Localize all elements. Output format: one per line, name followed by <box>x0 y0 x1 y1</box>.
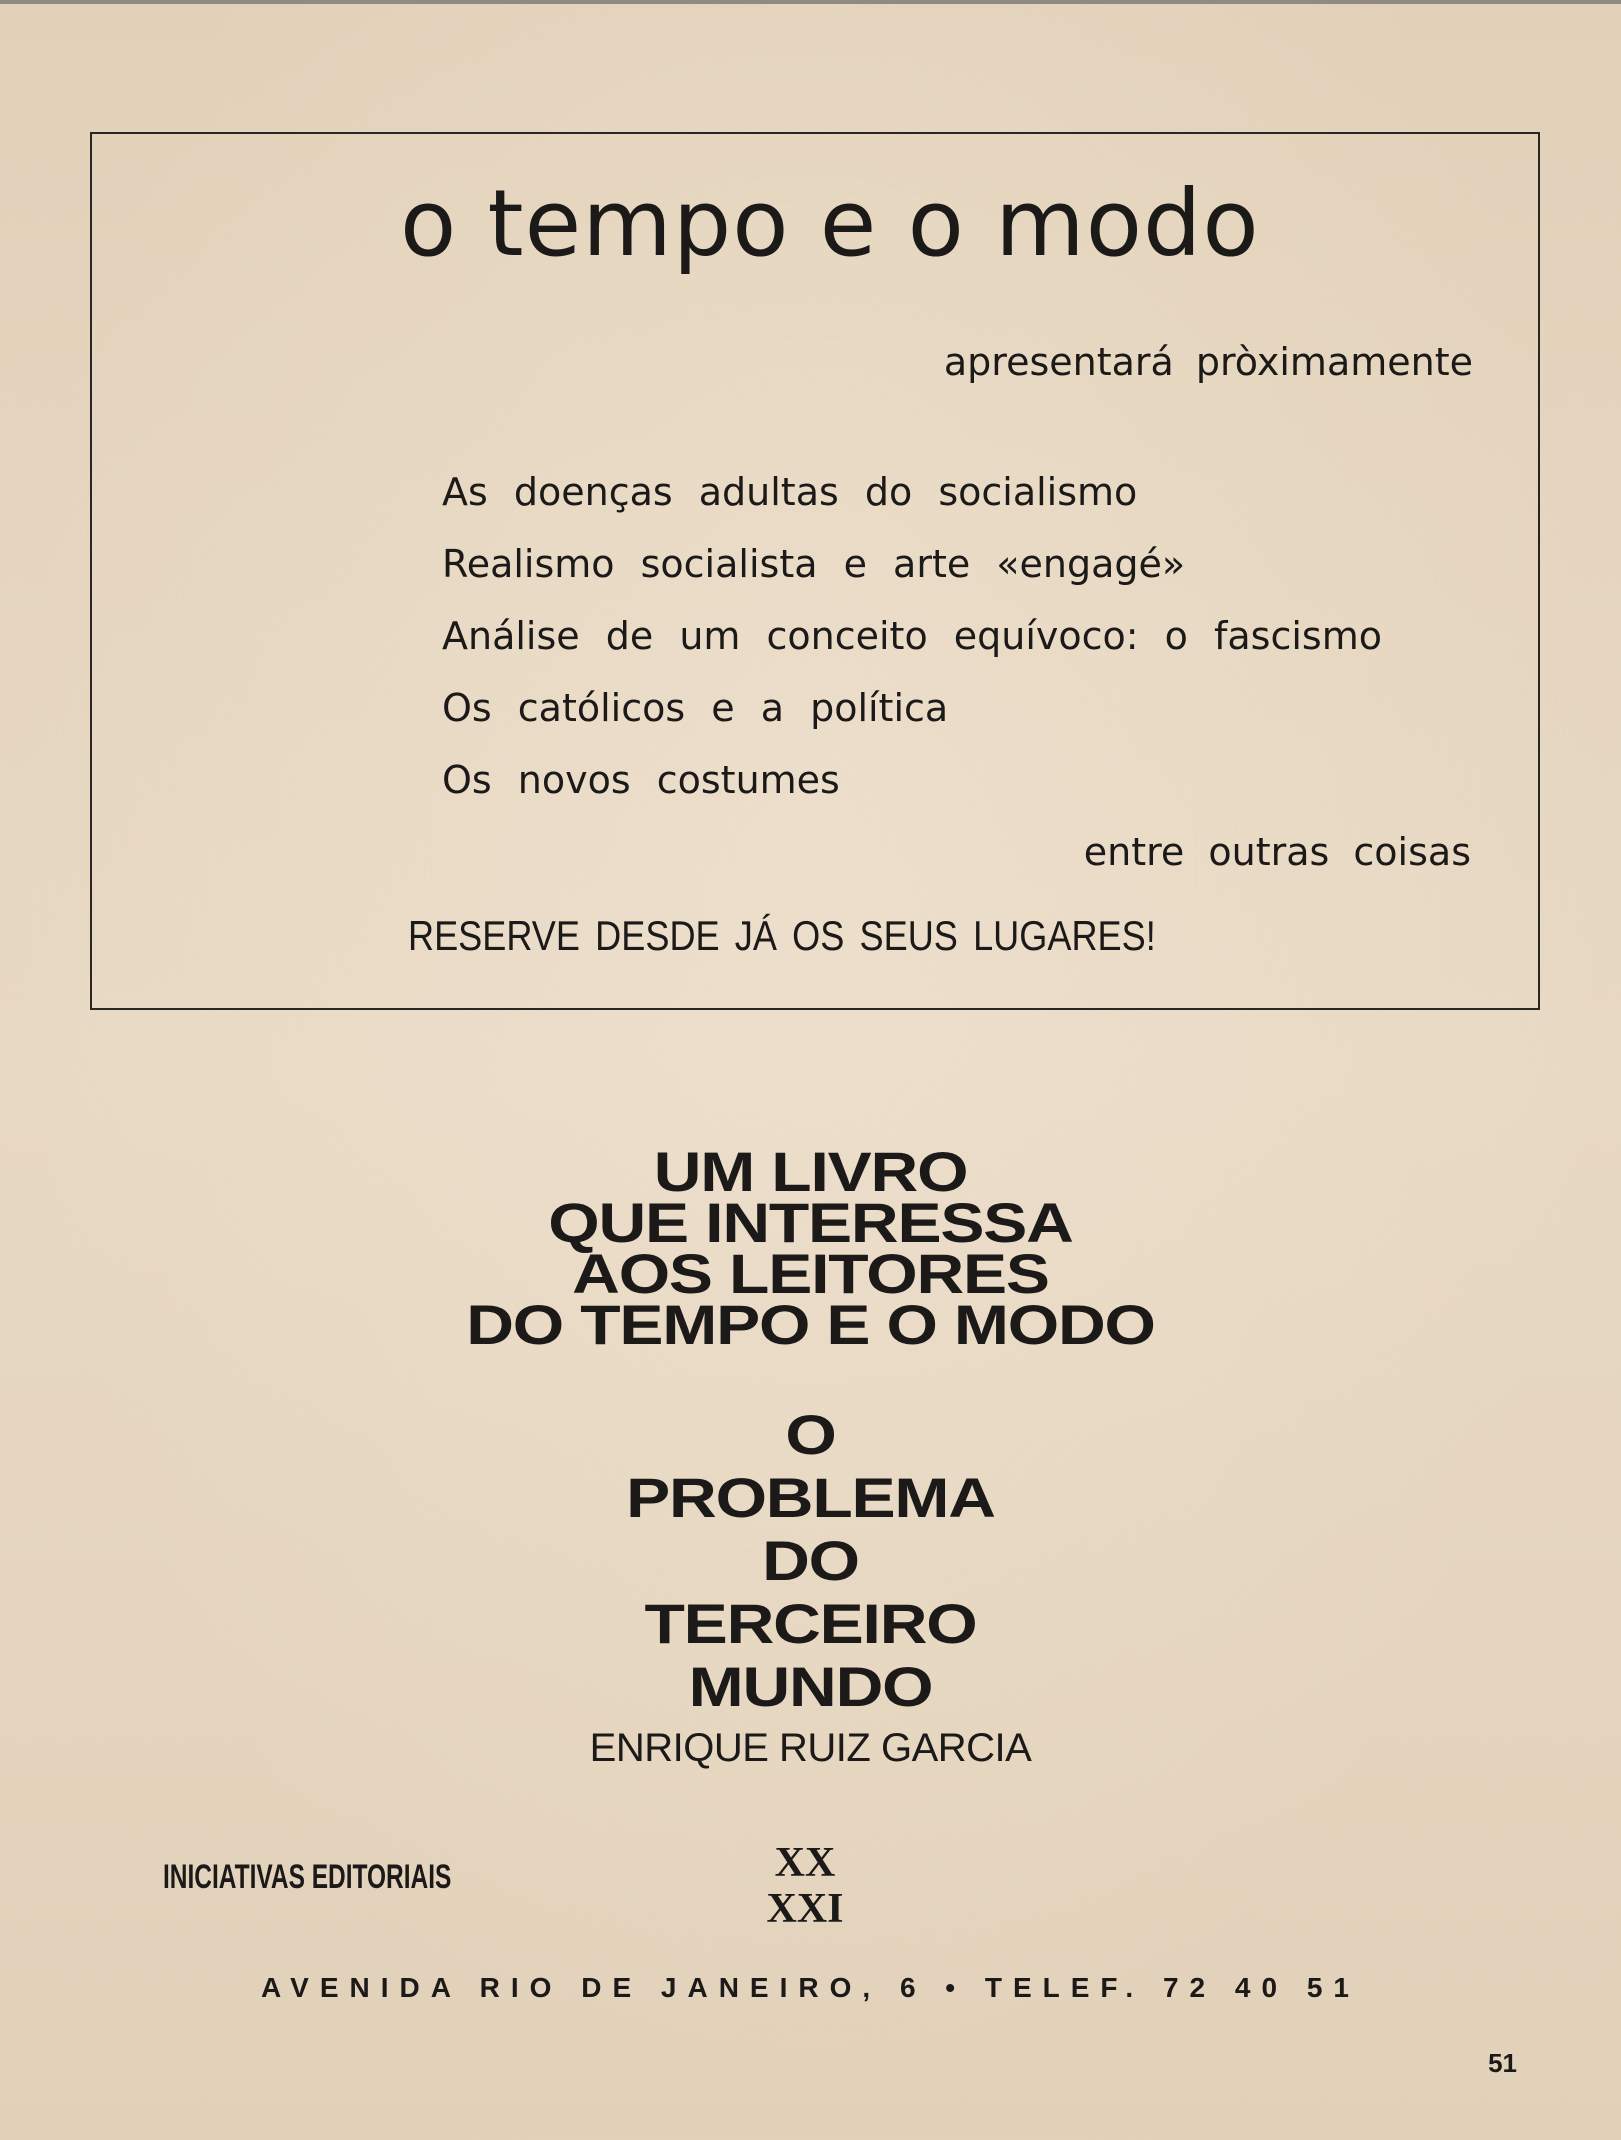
topic-item: As doenças adultas do socialismo <box>442 470 1138 514</box>
logo-line-top: XX <box>774 1840 836 1886</box>
book-title-line: DO <box>762 1529 859 1592</box>
book-title-line: TERCEIRO <box>644 1592 977 1655</box>
topic-item: Os novos costumes <box>442 758 840 802</box>
book-author: ENRIQUE RUIZ GARCIA <box>589 1726 1032 1770</box>
book-title-line: PROBLEMA <box>626 1466 995 1529</box>
magazine-title: o tempo e o modo <box>400 170 1260 277</box>
headline-line: QUE INTERESSA <box>548 1191 1073 1254</box>
publisher-logo <box>765 1838 845 1926</box>
publisher-name: INICIATIVAS EDITORIAIS <box>163 1858 452 1896</box>
page-number: 51 <box>1488 2048 1517 2078</box>
page-top-edge <box>0 0 1621 4</box>
headline-line: UM LIVRO <box>653 1140 968 1203</box>
others-note: entre outras coisas <box>1083 830 1471 874</box>
book-title-line: O <box>785 1403 836 1466</box>
topic-item: Análise de um conceito equívoco: o fascismo <box>442 614 1382 658</box>
reserve-callout: RESERVE DESDE JÁ OS SEUS LUGARES! <box>408 912 1156 959</box>
book-headline <box>0 1140 1621 1356</box>
publisher-address: AVENIDA RIO DE JANEIRO, 6 • TELEF. 72 40 51 <box>261 1972 1360 2003</box>
book-title-line: MUNDO <box>688 1655 933 1718</box>
presents-subtitle: apresentará pròximamente <box>943 340 1473 384</box>
topic-item: Realismo socialista e arte «engagé» <box>442 542 1186 586</box>
headline-line: DO TEMPO E O MODO <box>466 1293 1155 1356</box>
topic-list <box>442 466 1382 826</box>
headline-line: AOS LEITORES <box>572 1242 1049 1305</box>
book-title <box>0 1403 1621 1718</box>
logo-line-bottom: XXI <box>766 1886 844 1926</box>
topic-item: Os católicos e a política <box>442 686 949 730</box>
